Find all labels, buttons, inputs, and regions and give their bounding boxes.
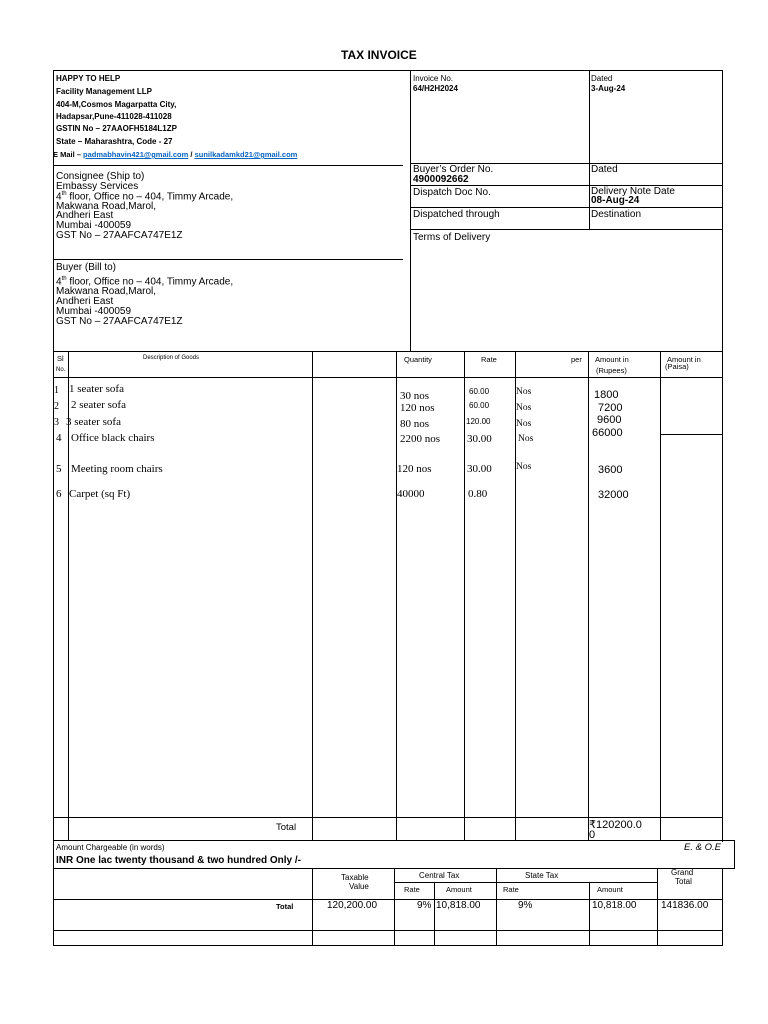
consignee-gst: GST No – 27AAFCA747E1Z xyxy=(56,230,183,241)
state-tax-header: State Tax xyxy=(525,871,559,880)
tax-vline-5 xyxy=(589,882,590,946)
item-description: 3 seater sofa xyxy=(66,416,121,428)
state-rate: 9% xyxy=(518,900,533,911)
item-description: Office black chairs xyxy=(71,432,155,444)
central-tax-header: Central Tax xyxy=(419,871,460,880)
grand-total-value: 141836.00 xyxy=(661,900,709,911)
tax-hline-bottom xyxy=(53,945,723,946)
header-hline-r2 xyxy=(410,185,723,186)
item-description: Carpet (sq Ft) xyxy=(69,488,131,500)
item-description: Meeting room chairs xyxy=(71,463,163,475)
frame-top xyxy=(53,70,723,71)
col-amount-paisa-2: (Paisa) xyxy=(665,362,689,371)
item-amount: 1800 xyxy=(594,389,619,401)
state-amount-header: Amount xyxy=(597,885,623,894)
item-description: 2 seater sofa xyxy=(71,399,126,411)
item-sl: 6 xyxy=(56,488,62,500)
col-amount-paisa-1: Amount in xyxy=(667,355,701,364)
buyer-address-2: Makwana Road,Marol, xyxy=(56,286,157,297)
header-hline-l2 xyxy=(53,259,403,260)
consignee-heading: Consignee (Ship to) xyxy=(56,171,145,182)
item-quantity: 40000 xyxy=(397,488,425,500)
eoe-label: E. & O.E xyxy=(684,842,721,853)
buyer-heading: Buyer (Bill to) xyxy=(56,262,117,273)
item-per: Nos xyxy=(516,419,532,429)
grand-total-header-1: Grand xyxy=(671,868,694,877)
table-header-bottom xyxy=(53,377,723,378)
item-amount: 66000 xyxy=(592,427,623,439)
seller-email-sep: / xyxy=(190,150,193,159)
table-vline-rate xyxy=(464,351,465,840)
table-vline-desc xyxy=(312,351,313,840)
dated-label: Dated xyxy=(591,74,613,83)
total-row-bottom xyxy=(53,840,735,841)
consignee-name: Embassy Services xyxy=(56,181,139,192)
terms-of-delivery-label: Terms of Delivery xyxy=(413,232,491,243)
col-sl: Sl xyxy=(57,354,64,363)
dispatch-doc-label: Dispatch Doc No. xyxy=(413,187,491,198)
item-description: 1 seater sofa xyxy=(69,383,124,395)
table-vline-qty xyxy=(396,351,397,840)
item-sl: 5 xyxy=(56,463,62,475)
dated-value: 3-Aug-24 xyxy=(591,84,626,93)
buyer-address-3: Andheri East xyxy=(56,296,114,307)
consignee-address-2: Makwana Road,Marol, xyxy=(56,201,157,212)
frame-left xyxy=(53,70,54,946)
seller-address-2: Hadapsar,Pune-411028-411028 xyxy=(56,112,172,121)
central-rate: 9% xyxy=(417,900,432,911)
item-rate: 30.00 xyxy=(467,433,492,445)
tax-hline-total xyxy=(53,930,723,931)
item-amount: 9600 xyxy=(597,414,622,426)
invoice-title: TAX INVOICE xyxy=(341,48,417,62)
col-quantity: Quantity xyxy=(404,355,432,364)
taxable-value-header-2: Value xyxy=(349,882,369,891)
seller-address-1: 404-M,Cosmos Magarpatta City, xyxy=(56,100,177,109)
seller-company: Facility Management LLP xyxy=(56,87,153,96)
grand-total-header-2: Total xyxy=(675,877,692,886)
seller-email-label: E Mail – xyxy=(53,150,81,159)
buyers-order-label: Buyer’s Order No. xyxy=(413,164,494,175)
item-rate: 60.00 xyxy=(469,387,490,396)
item-rate: 30.00 xyxy=(467,463,492,475)
tax-vline-2 xyxy=(394,868,395,946)
header-vline-2 xyxy=(589,70,590,230)
item-amount: 3600 xyxy=(598,464,623,476)
item-quantity: 120 nos xyxy=(397,463,432,475)
item-per: Nos xyxy=(518,434,534,444)
invoice-no-label: Invoice No. xyxy=(413,74,454,83)
central-amount: 10,818.00 xyxy=(436,900,481,911)
header-vline-1 xyxy=(410,70,411,352)
col-description: Description of Goods xyxy=(143,355,200,361)
item-quantity: 120 nos xyxy=(400,402,435,414)
item-rate: 0.80 xyxy=(468,488,488,500)
header-hline-r3 xyxy=(410,207,723,208)
consignee-address-4: Mumbai -400059 xyxy=(56,220,132,231)
item-sl: 3 xyxy=(54,417,59,428)
item-sl: 1 xyxy=(54,385,59,396)
delivery-note-label: Delivery Note Date xyxy=(591,186,675,197)
amount-words-value: INR One lac twenty thousand & two hundred Only /- xyxy=(56,855,302,866)
amount-words-label: Amount Chargeable (in words) xyxy=(56,843,165,852)
frame-right-lower xyxy=(722,868,723,946)
tax-vline-6 xyxy=(657,868,658,946)
seller-state: State – Maharashtra, Code - 27 xyxy=(56,137,173,146)
seller-email-1[interactable]: padmabhavin421@gmail.com xyxy=(83,150,189,159)
total-amount-line-1: ₹120200.0 xyxy=(589,819,642,831)
destination-label: Destination xyxy=(591,209,642,220)
table-vline-paisa xyxy=(660,351,661,840)
tax-vline-4 xyxy=(496,868,497,946)
seller-gstin: GSTIN No – 27AAOFH5184L1ZP xyxy=(56,124,177,133)
item-rate: 120.00 xyxy=(466,417,491,426)
seller-name: HAPPY TO HELP xyxy=(56,74,121,83)
col-amount-rupees-2: (Rupees) xyxy=(596,366,627,375)
buyer-address-1: 4th floor, Office no – 404, Timmy Arcade, xyxy=(56,276,234,288)
header-hline-r4 xyxy=(410,229,723,230)
item-sl: 4 xyxy=(56,432,62,444)
consignee-address-3: Andheri East xyxy=(56,210,114,221)
col-per: per xyxy=(571,355,582,364)
col-no: No. xyxy=(56,367,66,373)
tax-total-label: Total xyxy=(276,902,294,911)
state-amount: 10,818.00 xyxy=(592,900,637,911)
item-quantity: 80 nos xyxy=(400,418,430,430)
tax-vline-1 xyxy=(312,868,313,946)
state-rate-header: Rate xyxy=(503,885,519,894)
central-amount-header: Amount xyxy=(446,885,472,894)
total-label: Total xyxy=(276,822,297,833)
buyer-gst: GST No – 27AAFCA747E1Z xyxy=(56,316,183,327)
buyer-address-4: Mumbai -400059 xyxy=(56,306,132,317)
table-top-line xyxy=(53,351,723,352)
dispatched-through-label: Dispatched through xyxy=(413,209,500,220)
item-per: Nos xyxy=(516,462,532,472)
total-amount-line-2: 0 xyxy=(589,829,596,841)
consignee-address-1: 4th floor, Office no – 404, Timmy Arcade, xyxy=(56,191,234,203)
header-hline-l1 xyxy=(53,165,403,166)
item-amount: 7200 xyxy=(598,402,623,414)
paisa-cell-bottom xyxy=(660,434,723,435)
col-amount-rupees-1: Amount in xyxy=(595,355,629,364)
item-per: Nos xyxy=(516,387,532,397)
item-rate: 60.00 xyxy=(469,401,490,410)
taxable-value-header-1: Taxable xyxy=(341,873,369,882)
item-amount: 32000 xyxy=(598,489,629,501)
col-rate: Rate xyxy=(481,355,497,364)
words-box-right xyxy=(734,840,735,868)
item-quantity: 2200 nos xyxy=(400,433,441,445)
invoice-no: 64/H2H2024 xyxy=(413,84,458,93)
buyers-order-no: 4900092662 xyxy=(413,174,469,185)
table-vline-amount xyxy=(588,351,589,840)
seller-email-row xyxy=(53,150,297,159)
item-quantity: 30 nos xyxy=(400,390,430,402)
tax-hline-sub xyxy=(394,882,657,883)
taxable-total: 120,200.00 xyxy=(327,900,378,911)
tax-vline-3 xyxy=(434,882,435,946)
dated2-label: Dated xyxy=(591,164,618,175)
seller-email-2[interactable]: sunilkadamkd21@gmail.com xyxy=(194,150,298,159)
central-rate-header: Rate xyxy=(404,885,420,894)
item-per: Nos xyxy=(516,403,532,413)
delivery-note-date: 08-Aug-24 xyxy=(591,195,640,206)
item-sl: 2 xyxy=(54,401,59,412)
